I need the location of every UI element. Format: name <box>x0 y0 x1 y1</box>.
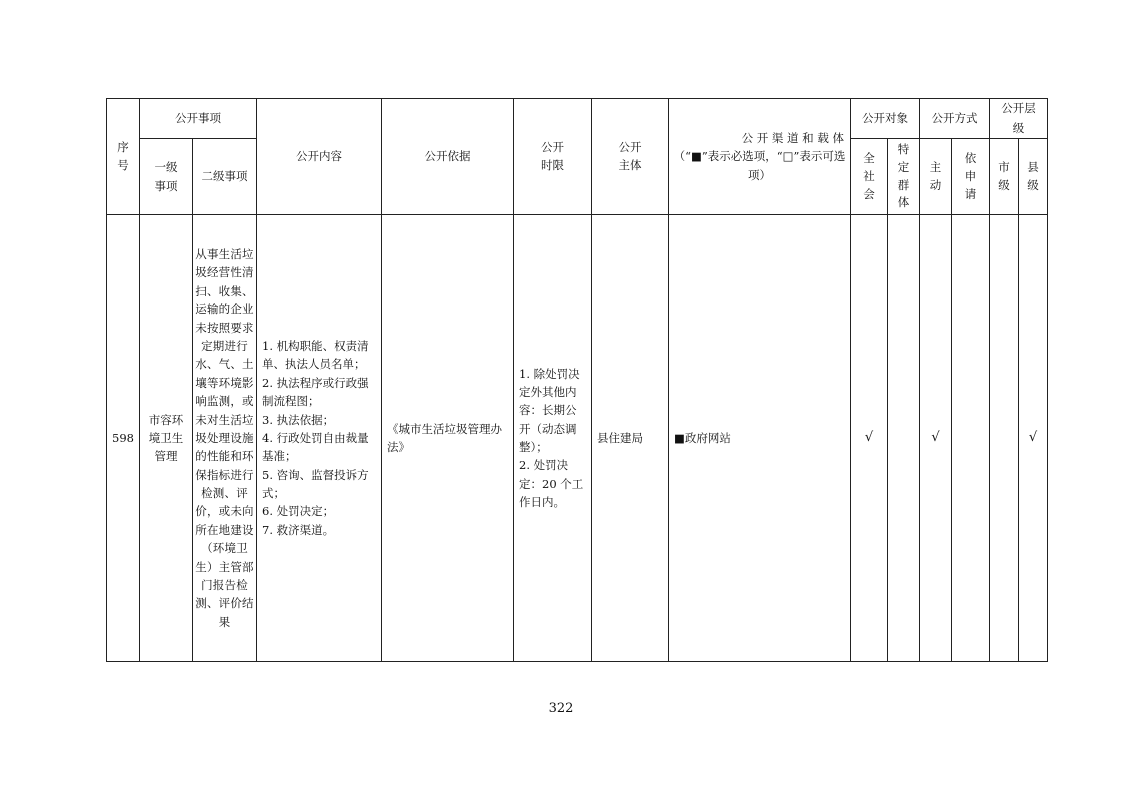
cell-time-limit <box>514 215 592 662</box>
disclosure-table <box>106 98 1048 662</box>
table-row <box>107 215 1048 662</box>
content-item: 5. 咨询、监督投诉方式； <box>262 467 369 501</box>
cell-basis: 《城市生活垃圾管理办法》 <box>382 215 514 662</box>
header-seq: 序号 <box>107 99 140 215</box>
header-level-city: 市级 <box>990 139 1019 215</box>
header-method-request: 依申请 <box>952 139 990 215</box>
cell-channel: ■政府网站 <box>669 215 851 662</box>
content-item: 2. 执法程序或行政强制流程图； <box>262 375 369 409</box>
header-target-group: 公开对象 <box>851 99 920 139</box>
header-basis: 公开依据 <box>382 99 514 215</box>
cell-seq: 598 <box>107 215 140 662</box>
cell-level-city <box>990 215 1019 662</box>
cell-item-l1: 市容环境卫生管理 <box>140 215 193 662</box>
content-item: 7. 救济渠道。 <box>262 522 335 537</box>
header-content: 公开内容 <box>257 99 382 215</box>
time-limit-item: 1. 除处罚决定外其他内容：长期公开（动态调整）； <box>519 366 580 455</box>
content-item: 6. 处罚决定； <box>262 504 335 519</box>
cell-method-active: √ <box>920 215 952 662</box>
cell-level-county: √ <box>1019 215 1048 662</box>
header-item-group: 公开事项 <box>140 99 257 139</box>
header-time-limit: 公开时限 <box>514 99 592 215</box>
content-item: 1. 机构职能、权责清单、执法人员名单； <box>262 338 369 372</box>
header-level-county: 县级 <box>1019 139 1048 215</box>
cell-target-specific <box>888 215 920 662</box>
header-channel-note: （“■”表示必选项，“□”表示可选项） <box>673 149 846 182</box>
cell-target-all: √ <box>851 215 888 662</box>
header-target-specific: 特定群体 <box>888 139 920 215</box>
header-subject: 公开主体 <box>592 99 669 215</box>
header-target-all: 全社会 <box>851 139 888 215</box>
content-item: 4. 行政处罚自由裁量基准； <box>262 430 369 464</box>
cell-item-l2: 从事生活垃圾经营性清扫、收集、运输的企业未按照要求定期进行水、气、土壤等环境影响监测，或未对生活垃圾处理设施的性能和环保指标进行检测、评价，或未向所在地建设（环境卫生）主管部门报告检测、评价结果 <box>193 215 257 662</box>
header-method-group: 公开方式 <box>920 99 990 139</box>
content-item: 3. 执法依据； <box>262 412 335 427</box>
header-method-active: 主动 <box>920 139 952 215</box>
cell-method-request <box>952 215 990 662</box>
page-number: 322 <box>548 701 574 716</box>
header-item-l1: 一级事项 <box>140 139 193 215</box>
header-channel-title: 公 开 渠 道 和 载 体 <box>741 130 844 145</box>
header-level-group: 公开层级 <box>990 99 1048 139</box>
header-channel <box>669 99 851 215</box>
time-limit-item: 2. 处罚决定：20 个工作日内。 <box>519 458 584 510</box>
header-item-l2: 二级事项 <box>193 139 257 215</box>
cell-subject: 县住建局 <box>592 215 669 662</box>
cell-content <box>257 215 382 662</box>
